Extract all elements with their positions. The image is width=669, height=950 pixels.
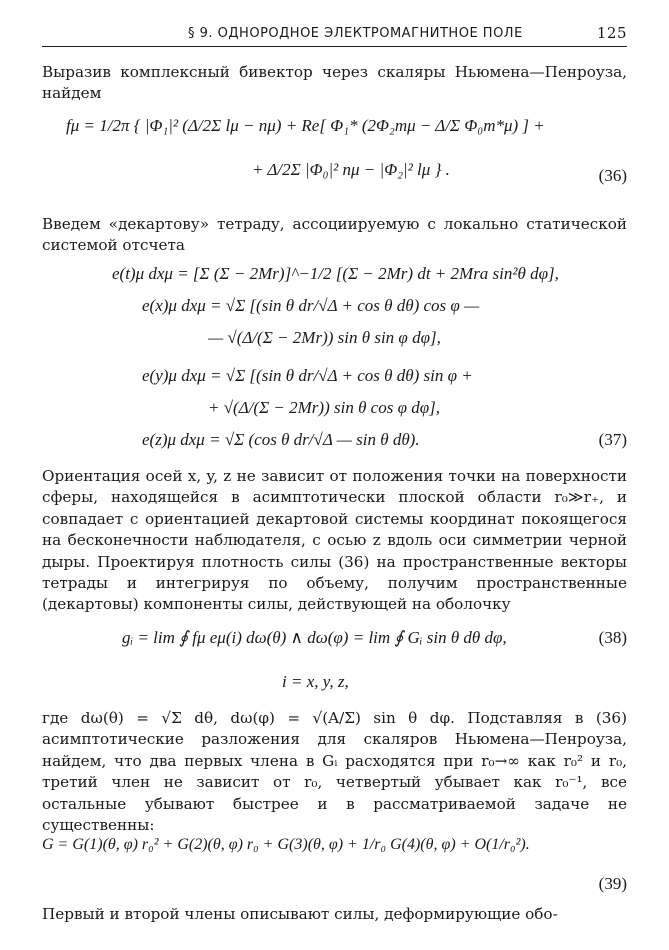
paragraph-4: где dω(θ) = √Σ dθ, dω(φ) = √(A/Σ) sin θ dφ. Подставляя в (36) асимптотические разложения для скаляров Ньюмена—Пенроуза, найдем, что два первых члена в Gᵢ расходятся при r₀→∞ как r₀² и r₀, третий член не зависит от r₀, четвертый убывает как r₀⁻¹, все остальные убывают быстрее и в рассматриваемой задаче не существенны: [42, 709, 627, 835]
equation-36-line-2: + Δ/2Σ |Φ₀|² nμ − |Φ₂|² lμ } . [252, 160, 450, 179]
equation-37-line-5: + √(Δ/(Σ − 2Mr)) sin θ cos φ dφ], [208, 398, 441, 417]
page-header [42, 22, 627, 47]
equation-38-line-2: i = x, y, z, [282, 672, 349, 691]
paragraph-3: Ориентация осей x, y, z не зависит от положения точки на поверхности сферы, находящейся в асимптотически плоской области r₀≫r₊, и совпадает с ориентацией декартовой системы координат покоящегося на бесконечности наблюдателя, с осью z вдоль оси симметрии черной дыры. Проектируя плотность силы (36) на пространственные векторы тетрады и интегрируя по объему, получим пространственные (декартовы) компоненты силы, действующей на оболочку [42, 467, 627, 614]
equation-number-36: (36) [598, 166, 627, 185]
paragraph-1: Выразив комплексный бивектор через скаляры Ньюмена—Пенроуза, найдем [42, 63, 627, 103]
paragraph-5: Первый и второй члены описывают силы, деформирующие обо- [42, 905, 558, 923]
equation-37-line-6: e(z)μ dxμ = √Σ (cos θ dr/√Δ — sin θ dθ). [142, 430, 420, 449]
equation-37-line-3: — √(Δ/(Σ − 2Mr)) sin θ sin φ dφ], [208, 328, 441, 347]
equation-37-line-2: e(x)μ dxμ = √Σ [(sin θ dr/√Δ + cos θ dθ) cos φ — [142, 296, 480, 315]
page-number: 125 [596, 24, 627, 42]
equation-36-line-1: fμ = 1/2π { |Φ₁|² (Δ/2Σ lμ − nμ) + Re[ Φ₁* (2Φ₂mμ − Δ/Σ Φ₀m*μ) ] + [66, 116, 545, 135]
equation-number-39: (39) [598, 874, 627, 893]
paragraph-2: Введем «декартову» тетраду, ассоциируемую с локально статической системой отсчета [42, 215, 627, 255]
equation-number-38: (38) [598, 628, 627, 647]
equation-38-line-1: gᵢ = lim ∮ fμ eμ(i) dω(θ) ∧ dω(φ) = lim ∮ Gᵢ sin θ dθ dφ, [122, 628, 507, 647]
equation-39-line-1: G = G(1)(θ, φ) r₀² + G(2)(θ, φ) r₀ + G(3)(θ, φ) + 1/r₀ G(4)(θ, φ) + O(1/r₀²). [42, 836, 530, 853]
running-title: § 9. ОДНОРОДНОЕ ЭЛЕКТРОМАГНИТНОЕ ПОЛЕ [188, 26, 523, 41]
equation-37-line-1: e(t)μ dxμ = [Σ (Σ − 2Mr)]^−1/2 [(Σ − 2Mr) dt + 2Mra sin²θ dφ], [112, 264, 559, 283]
equation-37-line-4: e(y)μ dxμ = √Σ [(sin θ dr/√Δ + cos θ dθ) sin φ + [142, 366, 473, 385]
equation-number-37: (37) [598, 430, 627, 449]
